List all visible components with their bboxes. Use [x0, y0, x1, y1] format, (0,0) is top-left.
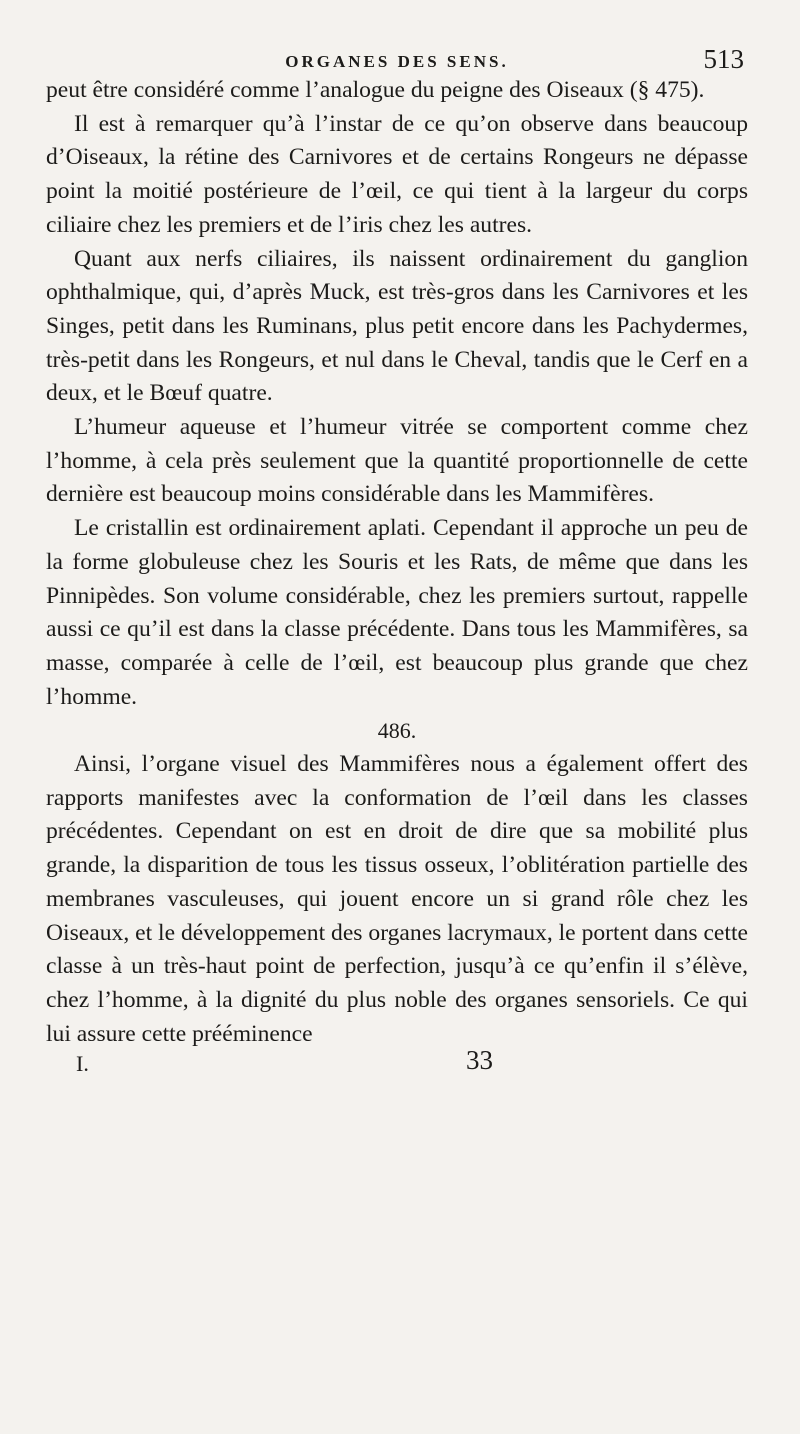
page-footer	[46, 1045, 748, 1091]
running-title: ORGANES DES SENS.	[285, 52, 509, 71]
page-number: 513	[703, 44, 744, 74]
body-text	[46, 74, 748, 1051]
paragraph: Quant aux nerfs ciliaires, ils naissent ordinairement du ganglion ophthalmique, qui, d’après Muck, est très-gros dans les Carnivores et les Singes, petit dans les Ruminans, plus petit encore dans les Pachydermes, très-petit dans les Rongeurs, et nul dans le Cheval, tandis que le Cerf en a deux, et le Bœuf quatre.	[46, 245, 748, 407]
paragraph: L’humeur aqueuse et l’humeur vitrée se comportent comme chez l’homme, à cela près seulement que la quantité proportionnelle de cette dernière est beaucoup moins considérable dans les Mammifères.	[46, 414, 748, 508]
paragraph: peut être considéré comme l’analogue du peigne des Oiseaux (§ 475).	[46, 77, 705, 103]
signature-number: 33	[466, 1045, 493, 1076]
paragraph: Le cristallin est ordinairement aplati. Cependant il approche un peu de la forme globuleuse chez les Souris et les Rats, de même que dans les Pinnipèdes. Son volume considérable, chez les premiers surtout, rappelle aussi ce qu’il est dans la classe précédente. Dans tous les Mammifères, sa masse, comparée à celle de l’œil, est beaucoup plus grande que chez l’homme.	[46, 515, 748, 710]
section-paragraph: Ainsi, l’organe visuel des Mammifères nous a également offert des rapports manifestes avec la conformation de l’œil dans les classes précédentes. Cependant on est en droit de dire que sa mobilité plus grande, la disparition de tous les tissus osseux, l’oblitération partielle des membranes vasculeuses, qui jouent encore un si grand rôle chez les Oiseaux, et le développement des organes lacrymaux, le portent dans cette classe à un très-haut point de perfection, jusqu’à ce qu’enfin il s’élève, chez l’homme, à la dignité du plus noble des organes sensoriels. Ce qui lui assure cette prééminence	[46, 751, 748, 1047]
section-number: 486.	[377, 718, 417, 744]
signature-mark: I.	[76, 1051, 89, 1077]
paragraph: Il est à remarquer qu’à l’instar de ce qu’on observe dans beaucoup d’Oiseaux, la rétine des Carnivores et de certains Rongeurs ne dépasse point la moitié postérieure de l’œil, ce qui tient à la largeur du corps ciliaire chez les premiers et de l’iris chez les autres.	[46, 110, 748, 238]
running-header	[46, 0, 748, 74]
